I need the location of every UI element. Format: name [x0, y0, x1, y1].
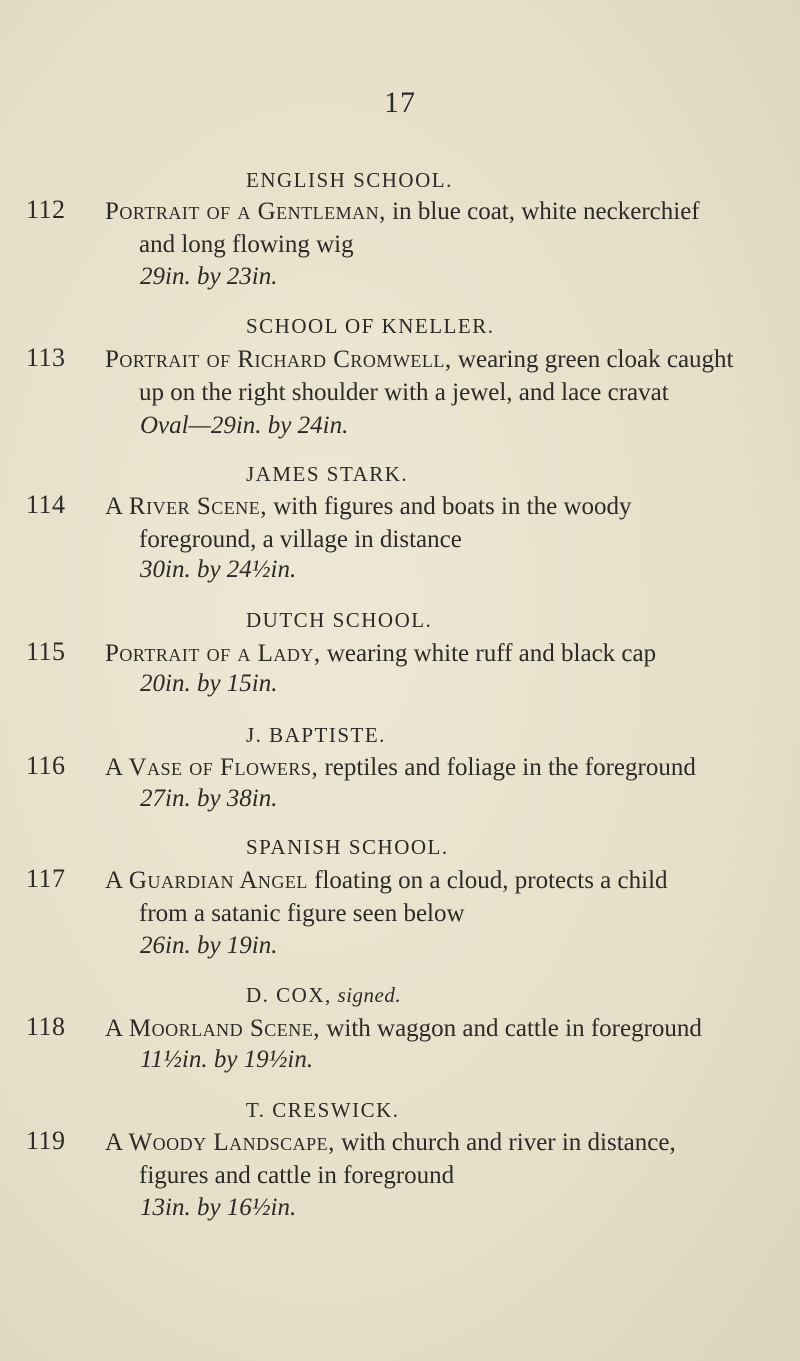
- lot-description-line1: in blue coat, white neckerchief: [385, 198, 700, 225]
- lot-size: 27in. by 38in.: [140, 785, 278, 812]
- section-heading: T. CRESWICK.: [246, 1098, 400, 1122]
- lot-number: 119: [26, 1126, 66, 1155]
- lot-title: Portrait of a Gentleman,: [105, 198, 386, 225]
- lot-size: 20in. by 15in.: [140, 670, 278, 697]
- lot-title: Portrait of a Lady,: [105, 640, 321, 667]
- lot-number: 112: [26, 195, 66, 224]
- lot-number: 114: [26, 490, 66, 519]
- lot-number: 116: [26, 751, 66, 780]
- lot-number: 118: [26, 1012, 66, 1041]
- page-number: 17: [384, 86, 416, 119]
- artist-name: D. COX,: [246, 983, 332, 1007]
- lot-description-line2: and long flowing wig: [139, 231, 354, 258]
- lot-description-line1: reptiles and foliage in the foreground: [318, 754, 696, 781]
- lot-title: A Moorland Scene,: [105, 1015, 321, 1042]
- lot-number: 115: [26, 637, 66, 666]
- section-heading: [0, 983, 800, 1008]
- section-heading: SPANISH SCHOOL.: [246, 835, 449, 859]
- lot-title: Portrait of Richard Cromwell,: [105, 346, 452, 373]
- lot-size: 29in. by 23in.: [140, 263, 278, 290]
- lot-description-line1: with figures and boats in the woody: [267, 493, 632, 520]
- lot-description-line2: up on the right shoulder with a jewel, and lace cravat: [139, 379, 669, 406]
- section-heading: SCHOOL OF KNELLER.: [246, 314, 495, 338]
- lot-title: A Vase of Flowers,: [105, 754, 319, 781]
- lot-number: 113: [26, 343, 66, 372]
- lot-description: [105, 343, 795, 409]
- lot-size: Oval—29in. by 24in.: [140, 412, 349, 439]
- lot-number: 117: [26, 864, 66, 893]
- section-heading: JAMES STARK.: [246, 462, 409, 486]
- lot-description-line2: from a satanic figure seen below: [139, 900, 465, 927]
- lot-description: [105, 1126, 795, 1192]
- lot-description-line1: wearing green cloak caught: [451, 346, 734, 373]
- lot-title: A River Scene,: [105, 493, 267, 520]
- lot-size: 30in. by 24½in.: [140, 556, 297, 583]
- lot-description: [105, 637, 795, 670]
- lot-description: [105, 751, 795, 784]
- lot-title: A Guardian Angel: [105, 867, 308, 894]
- lot-description-line2: figures and cattle in foreground: [139, 1162, 455, 1189]
- section-heading: ENGLISH SCHOOL.: [246, 168, 453, 192]
- lot-title: A Woody Landscape,: [105, 1129, 335, 1156]
- section-heading: DUTCH SCHOOL.: [246, 608, 433, 632]
- lot-size: 26in. by 19in.: [140, 932, 278, 959]
- lot-description: [105, 195, 795, 261]
- lot-description-line1: with church and river in distance,: [334, 1129, 676, 1156]
- section-heading: J. BAPTISTE.: [246, 723, 386, 747]
- lot-description-line1: with waggon and cattle in foreground: [320, 1015, 702, 1042]
- signed-note: signed.: [331, 983, 402, 1007]
- lot-description: [105, 864, 795, 930]
- lot-size: 11½in. by 19½in.: [140, 1046, 314, 1073]
- lot-description: [105, 490, 795, 556]
- lot-description-line1: floating on a cloud, protects a child: [307, 867, 668, 894]
- lot-size: 13in. by 16½in.: [140, 1194, 297, 1221]
- lot-description: [105, 1012, 795, 1045]
- lot-description-line1: wearing white ruff and black cap: [320, 640, 657, 667]
- lot-description-line2: foreground, a village in distance: [139, 526, 462, 553]
